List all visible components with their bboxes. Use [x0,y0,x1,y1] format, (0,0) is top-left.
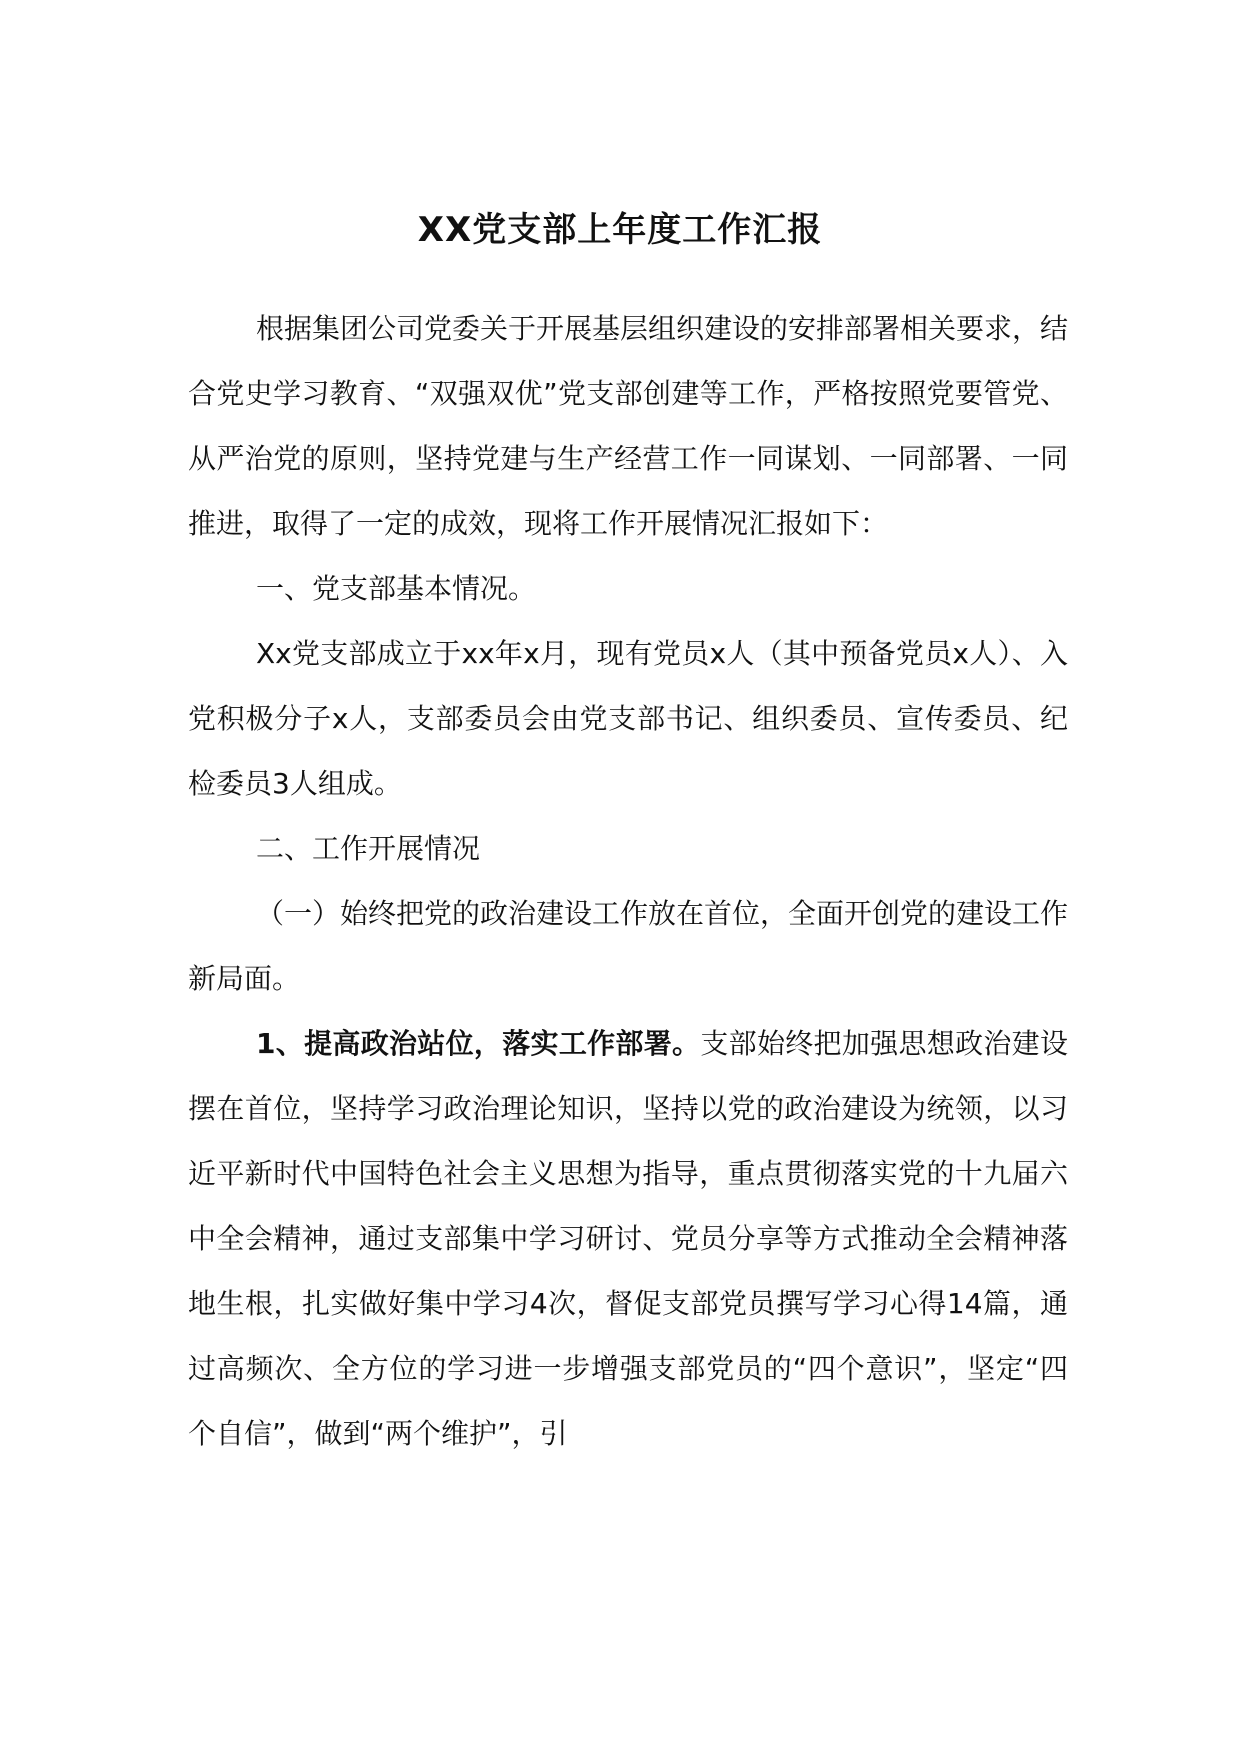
document-title: XX党支部上年度工作汇报 [417,210,823,250]
paragraph-text: 二、工作开展情况 [256,832,481,865]
document-body [188,296,1068,1466]
paragraph-text: 支部始终把加强思想政治建设摆在首位，坚持学习政治理论知识，坚持以党的政治建设为统领，以习近平新时代中国特色社会主义思想为指导，重点贯彻落实党的十九届六中全会精神，通过支部集中学习研讨、党员分享等方式推动全会精神落地生根，扎实做好集中学习4次，督促支部党员撰写学习心得14篇，通过高频次、全方位的学习进一步增强支部党员的“四个意识”，坚定“四个自信”，做到“两个维护”，引 [188,1027,1068,1450]
paragraph-political-construction [188,1011,1068,1466]
paragraph-basic-info [188,621,1068,816]
section-heading-work [188,816,1068,881]
paragraph-intro [188,296,1068,556]
paragraph-text: Xx党支部成立于xx年x月，现有党员x人（其中预备党员x人）、入党积极分子x人，支部委员会由党支部书记、组织委员、宣传委员、纪检委员3人组成。 [188,637,1068,800]
paragraph-lead: 1、提高政治站位，落实工作部署。 [256,1027,701,1060]
paragraph-text: 一、党支部基本情况。 [256,572,537,605]
subsection-heading-political [188,881,1068,1011]
section-heading-basic-info [188,556,1068,621]
paragraph-text: 根据集团公司党委关于开展基层组织建设的安排部署相关要求，结合党史学习教育、“双强双优”党支部创建等工作，严格按照党要管党、从严治党的原则，坚持党建与生产经营工作一同谋划、一同部署、一同推进，取得了一定的成效，现将工作开展情况汇报如下： [188,312,1069,540]
paragraph-text: （一）始终把党的政治建设工作放在首位，全面开创党的建设工作新局面。 [188,897,1069,995]
